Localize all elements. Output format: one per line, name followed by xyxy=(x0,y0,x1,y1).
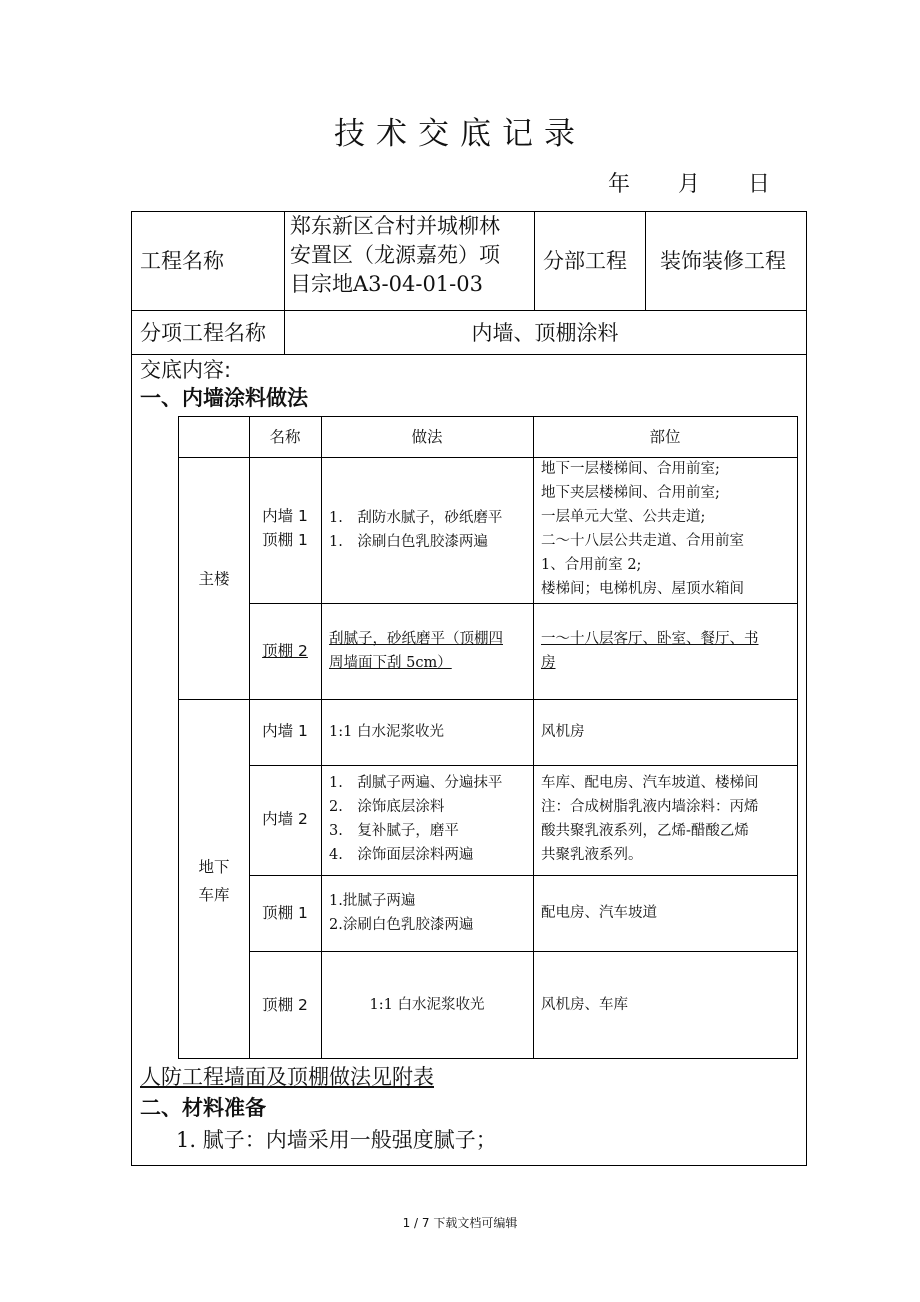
date-year: 年 xyxy=(607,172,630,197)
table-row-location: 风机房 xyxy=(541,724,585,740)
header-name: 名称 xyxy=(269,428,301,446)
header-location: 部位 xyxy=(649,428,681,446)
table-row-location: 风机房、车库 xyxy=(541,997,628,1013)
division-value: 装饰装修工程 xyxy=(660,249,786,273)
divider xyxy=(321,417,322,1058)
table-row-item: 内墙 1 xyxy=(262,722,308,740)
table-row-item: 内墙 1 顶棚 1 xyxy=(262,507,308,549)
divider xyxy=(249,603,797,604)
content-label: 交底内容: xyxy=(140,358,232,382)
table-row-item: 顶棚 1 xyxy=(262,904,308,922)
group-basement-garage: 地下 车库 xyxy=(198,858,230,904)
table-row-method: 1. 刮腻子两遍、分遍抹平 2. 涂饰底层涂料 3. 复补腻子，磨平 4. 涂饰面层涂料两遍 xyxy=(329,775,503,863)
divider xyxy=(179,699,797,700)
divider xyxy=(132,310,806,311)
divider xyxy=(533,417,534,1058)
material-item-1: 1. 腻子：内墙采用一般强度腻子； xyxy=(176,1128,497,1152)
divider xyxy=(645,212,646,310)
table-row-method: 1:1 白水泥浆收光 xyxy=(369,997,485,1013)
divider xyxy=(249,875,797,876)
table-row-method: 1:1 白水泥浆收光 xyxy=(329,724,444,740)
divider xyxy=(132,354,806,355)
table-row-location: 地下一层楼梯间、合用前室; 地下夹层楼梯间、合用前室; 一层单元大堂、公共走道; 二～十八层公共走道、合用前室 1、合用前室 2; 楼梯间；电梯机房、屋顶水箱间 xyxy=(541,461,744,597)
date-day: 日 xyxy=(747,172,770,197)
project-name-value: 郑东新区合村并城柳林 安置区（龙源嘉苑）项 目宗地A3-04-01-03 xyxy=(290,214,500,296)
table-row-item: 顶棚 2 xyxy=(262,996,308,1014)
record-form xyxy=(131,211,807,1166)
divider xyxy=(249,765,797,766)
table-row-item: 内墙 2 xyxy=(262,810,308,828)
section-1-heading: 一、内墙涂料做法 xyxy=(140,386,308,410)
table-row-location: 车库、配电房、汽车坡道、楼梯间 注：合成树脂乳液内墙涂料：丙烯 酸共聚乳液系列，乙烯-醋酸乙烯 共聚乳液系列。 xyxy=(541,775,759,863)
header-method: 做法 xyxy=(411,428,443,446)
table-row-location: 一～十八层客厅、卧室、餐厅、书 房 xyxy=(541,631,759,671)
table-row-item: 顶棚 2 xyxy=(262,642,308,660)
table-row-method: 刮腻子，砂纸磨平（顶棚四 周墙面下刮 5cm） xyxy=(329,631,503,671)
table-row-method: 1.批腻子两遍 2.涂刷白色乳胶漆两遍 xyxy=(329,893,474,933)
subitem-label: 分项工程名称 xyxy=(140,321,266,345)
method-table xyxy=(178,416,798,1059)
doc-title: 技术交底记录 xyxy=(334,116,586,152)
civil-defense-note: 人防工程墙面及顶棚做法见附表 xyxy=(140,1065,434,1089)
project-name-label: 工程名称 xyxy=(140,249,224,273)
subitem-value: 内墙、顶棚涂料 xyxy=(471,321,619,345)
table-row-method: 1. 刮防水腻子，砂纸磨平 1. 涂刷白色乳胶漆两遍 xyxy=(329,510,503,550)
divider xyxy=(534,212,535,310)
table-row-location: 配电房、汽车坡道 xyxy=(541,905,657,921)
section-2-heading: 二、材料准备 xyxy=(140,1096,266,1120)
divider xyxy=(249,951,797,952)
date-line xyxy=(608,167,770,198)
date-month: 月 xyxy=(677,172,700,197)
division-label: 分部工程 xyxy=(543,249,627,273)
group-main-building: 主楼 xyxy=(198,570,230,588)
page-footer: 1 / 7 下载文档可编辑 xyxy=(402,1216,518,1230)
